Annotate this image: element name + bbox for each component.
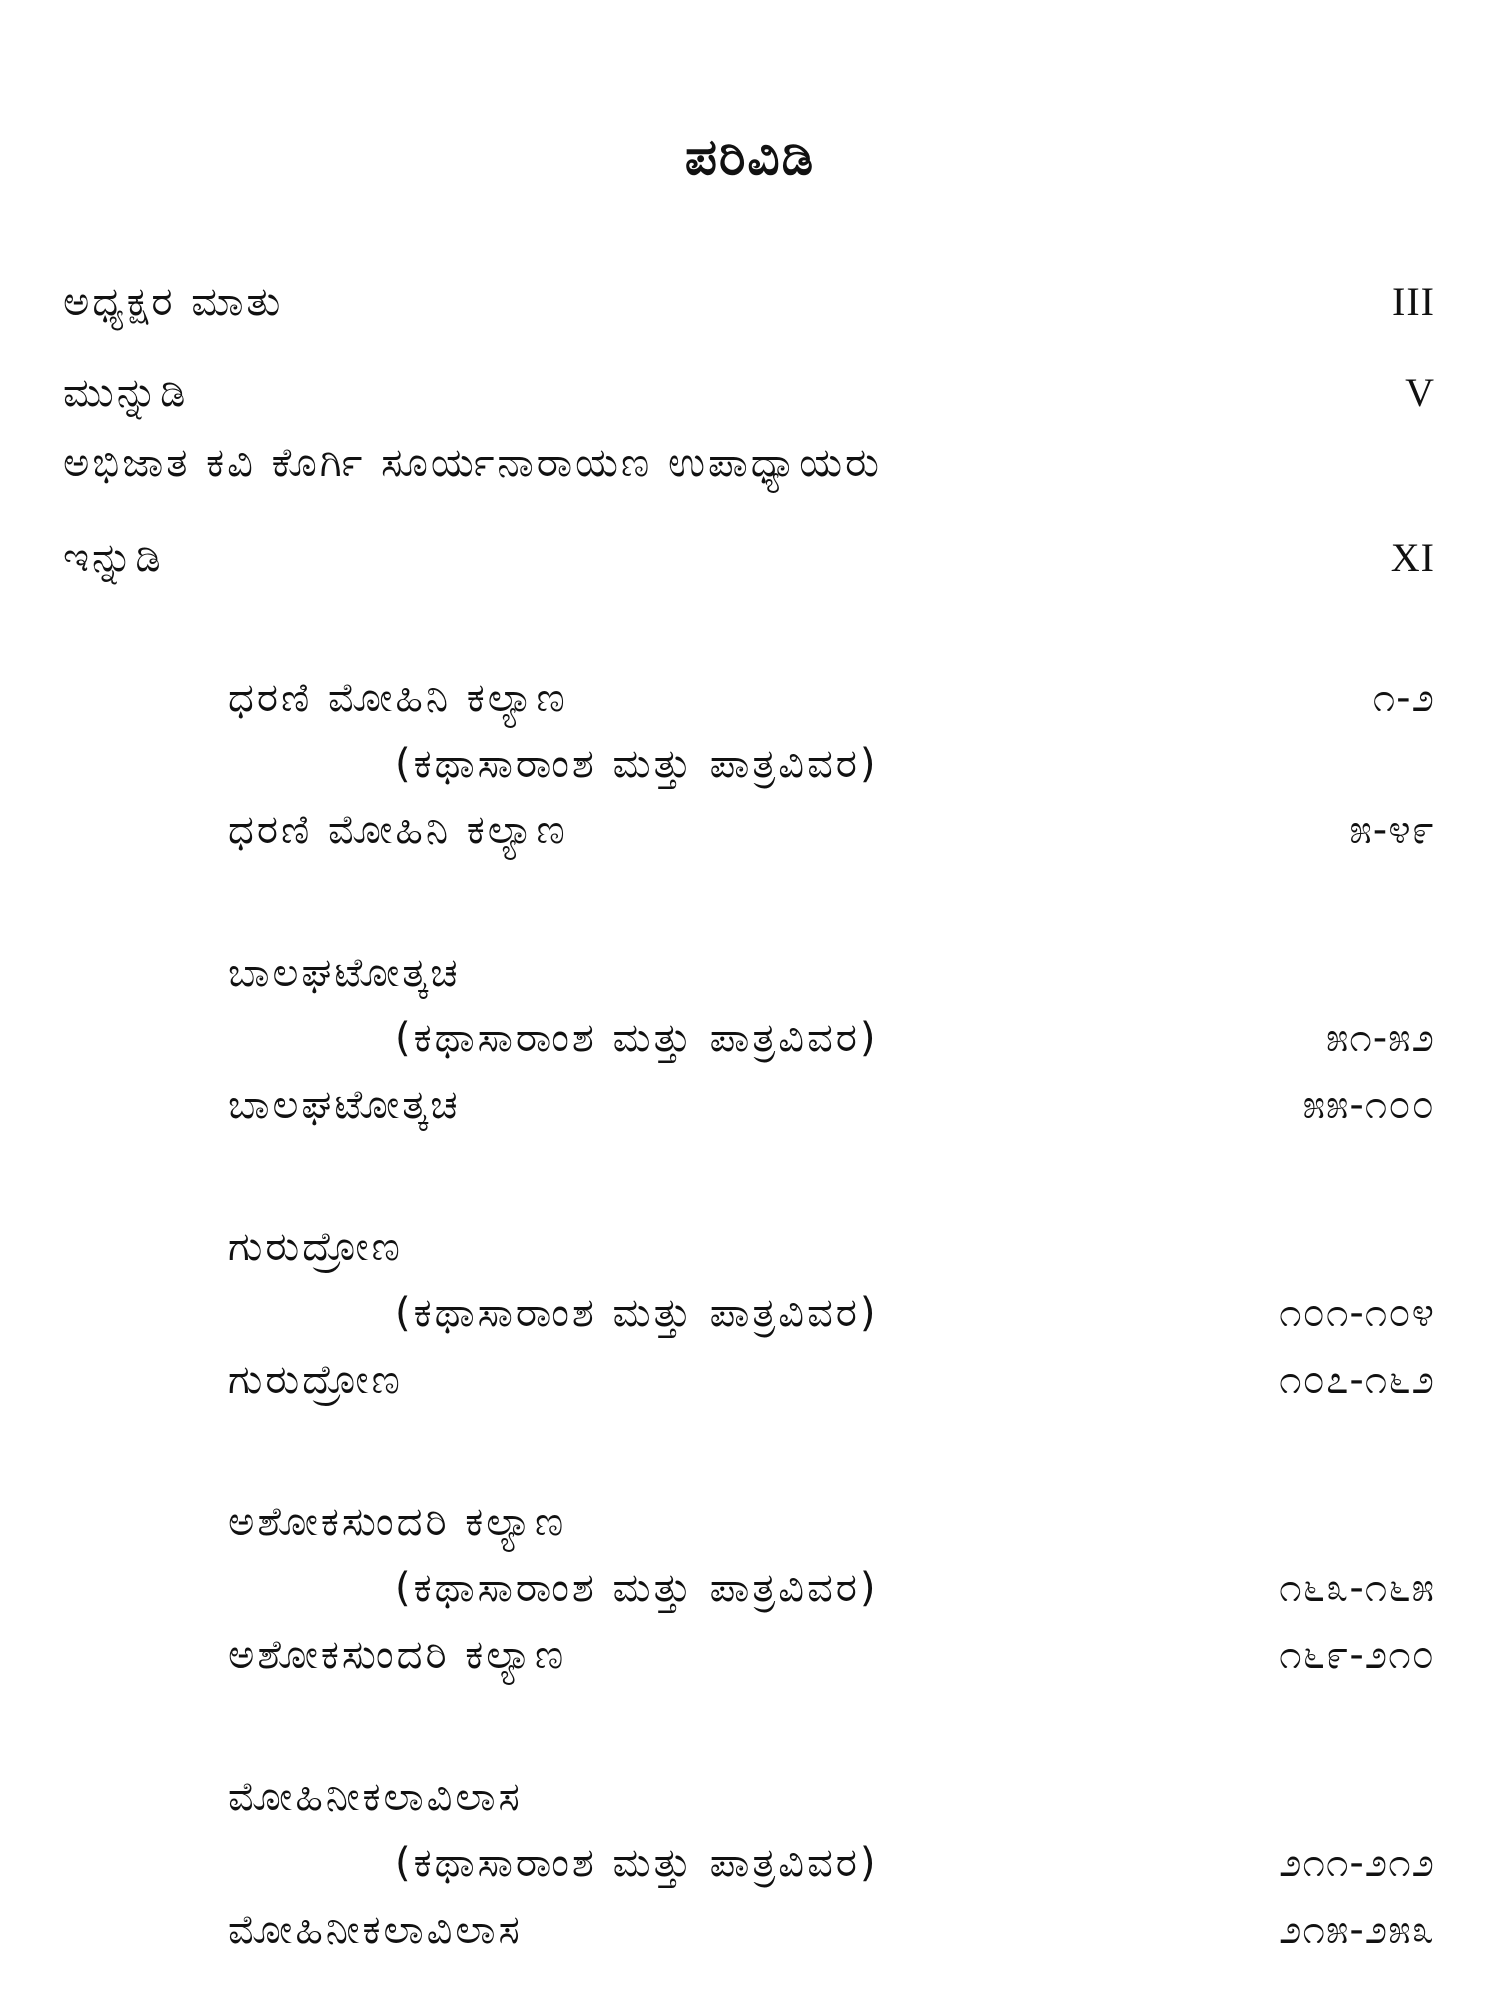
toc-section-title: [0, 1767, 1500, 1827]
toc-section-title-label: ಧರಣಿ ಮೋಹಿನಿ ಕಲ್ಯಾಣ: [228, 675, 568, 721]
toc-section-summary-label: (ಕಥಾಸಾರಾಂಶ ಮತ್ತು ಪಾತ್ರವಿವರ): [395, 1840, 879, 1886]
toc-section-text: [0, 1900, 1500, 1960]
toc-section-title: [0, 1492, 1500, 1552]
toc-section-text-label: ಅಶೋಕಸುಂದರಿ ಕಲ್ಯಾಣ: [228, 1632, 567, 1678]
toc-section-title-label: ಬಾಲಘಟೋತ್ಕಚ: [228, 950, 461, 996]
toc-section-title: [0, 668, 1500, 728]
toc-entry-munnudi: [0, 363, 1500, 423]
toc-section-title: [0, 943, 1500, 1003]
toc-entry-innudi: [0, 528, 1500, 588]
toc-entry-page: III: [1392, 279, 1435, 324]
toc-section-summary-page: ೧೦೧-೧೦೪: [1279, 1290, 1435, 1336]
toc-section-title-page: ೧-೨: [1372, 675, 1435, 721]
toc-section-text-label: ಬಾಲಘಟೋತ್ಕಚ: [228, 1082, 461, 1128]
toc-section-summary: [0, 1833, 1500, 1893]
toc-section-summary-page: ೨೧೧-೨೧೨: [1279, 1840, 1435, 1886]
toc-section-text-page: ೫-೪೯: [1349, 807, 1435, 853]
toc-section-summary: [0, 734, 1500, 794]
toc-section-summary: [0, 1558, 1500, 1618]
toc-section-text: [0, 800, 1500, 860]
toc-section-text-page: ೧೦೭-೧೬೨: [1279, 1357, 1435, 1403]
toc-section-text: [0, 1350, 1500, 1410]
toc-section-text-page: ೫೫-೧೦೦: [1302, 1082, 1435, 1128]
toc-entry-label: ಮುನ್ನುಡಿ: [63, 370, 189, 416]
toc-section-title-label: ಗುರುದ್ರೋಣ: [228, 1224, 403, 1270]
toc-section-text-label: ಧರಣಿ ಮೋಹಿನಿ ಕಲ್ಯಾಣ: [228, 807, 568, 853]
toc-section-text-page: ೧೬೯-೨೧೦: [1279, 1632, 1435, 1678]
toc-section-summary: [0, 1008, 1500, 1068]
page-title: ಪರಿವಿಡಿ: [684, 128, 816, 186]
toc-section-summary-label: (ಕಥಾಸಾರಾಂಶ ಮತ್ತು ಪಾತ್ರವಿವರ): [395, 741, 879, 787]
toc-section-summary-label: (ಕಥಾಸಾರಾಂಶ ಮತ್ತು ಪಾತ್ರವಿವರ): [395, 1015, 879, 1061]
toc-entry-page: V: [1405, 370, 1435, 415]
toc-section-title: [0, 1217, 1500, 1277]
toc-section-summary-label: (ಕಥಾಸಾರಾಂಶ ಮತ್ತು ಪಾತ್ರವಿವರ): [395, 1565, 879, 1611]
toc-section-title-label: ಮೋಹಿನೀಕಲಾವಿಲಾಸ: [228, 1774, 523, 1820]
toc-section-text: [0, 1625, 1500, 1685]
toc-section-text-label: ಗುರುದ್ರೋಣ: [228, 1357, 403, 1403]
toc-section-summary-page: ೫೧-೫೨: [1325, 1015, 1435, 1061]
toc-section-summary: [0, 1283, 1500, 1343]
toc-section-summary-label: (ಕಥಾಸಾರಾಂಶ ಮತ್ತು ಪಾತ್ರವಿವರ): [395, 1290, 879, 1336]
toc-entry-label: ಅಧ್ಯಕ್ಷರ ಮಾತು: [63, 279, 284, 325]
toc-entry-korgi-biography: [0, 433, 1500, 493]
toc-entry-label: ಅಭಿಜಾತ ಕವಿ ಕೊರ್ಗಿ ಸೂರ್ಯನಾರಾಯಣ ಉಪಾಧ್ಯಾಯರು: [63, 440, 882, 486]
toc-section-text-label: ಮೋಹಿನೀಕಲಾವಿಲಾಸ: [228, 1907, 523, 1953]
toc-section-title-label: ಅಶೋಕಸುಂದರಿ ಕಲ್ಯಾಣ: [228, 1499, 567, 1545]
toc-entry-label: ಇನ್ನುಡಿ: [63, 535, 164, 581]
toc-section-summary-page: ೧೬೩-೧೬೫: [1279, 1565, 1435, 1611]
toc-section-text: [0, 1075, 1500, 1135]
toc-section-text-page: ೨೧೫-೨೫೩: [1279, 1907, 1435, 1953]
toc-entry-page: XI: [1390, 535, 1435, 580]
toc-entry-adhyakshara-maatu: [0, 272, 1500, 332]
